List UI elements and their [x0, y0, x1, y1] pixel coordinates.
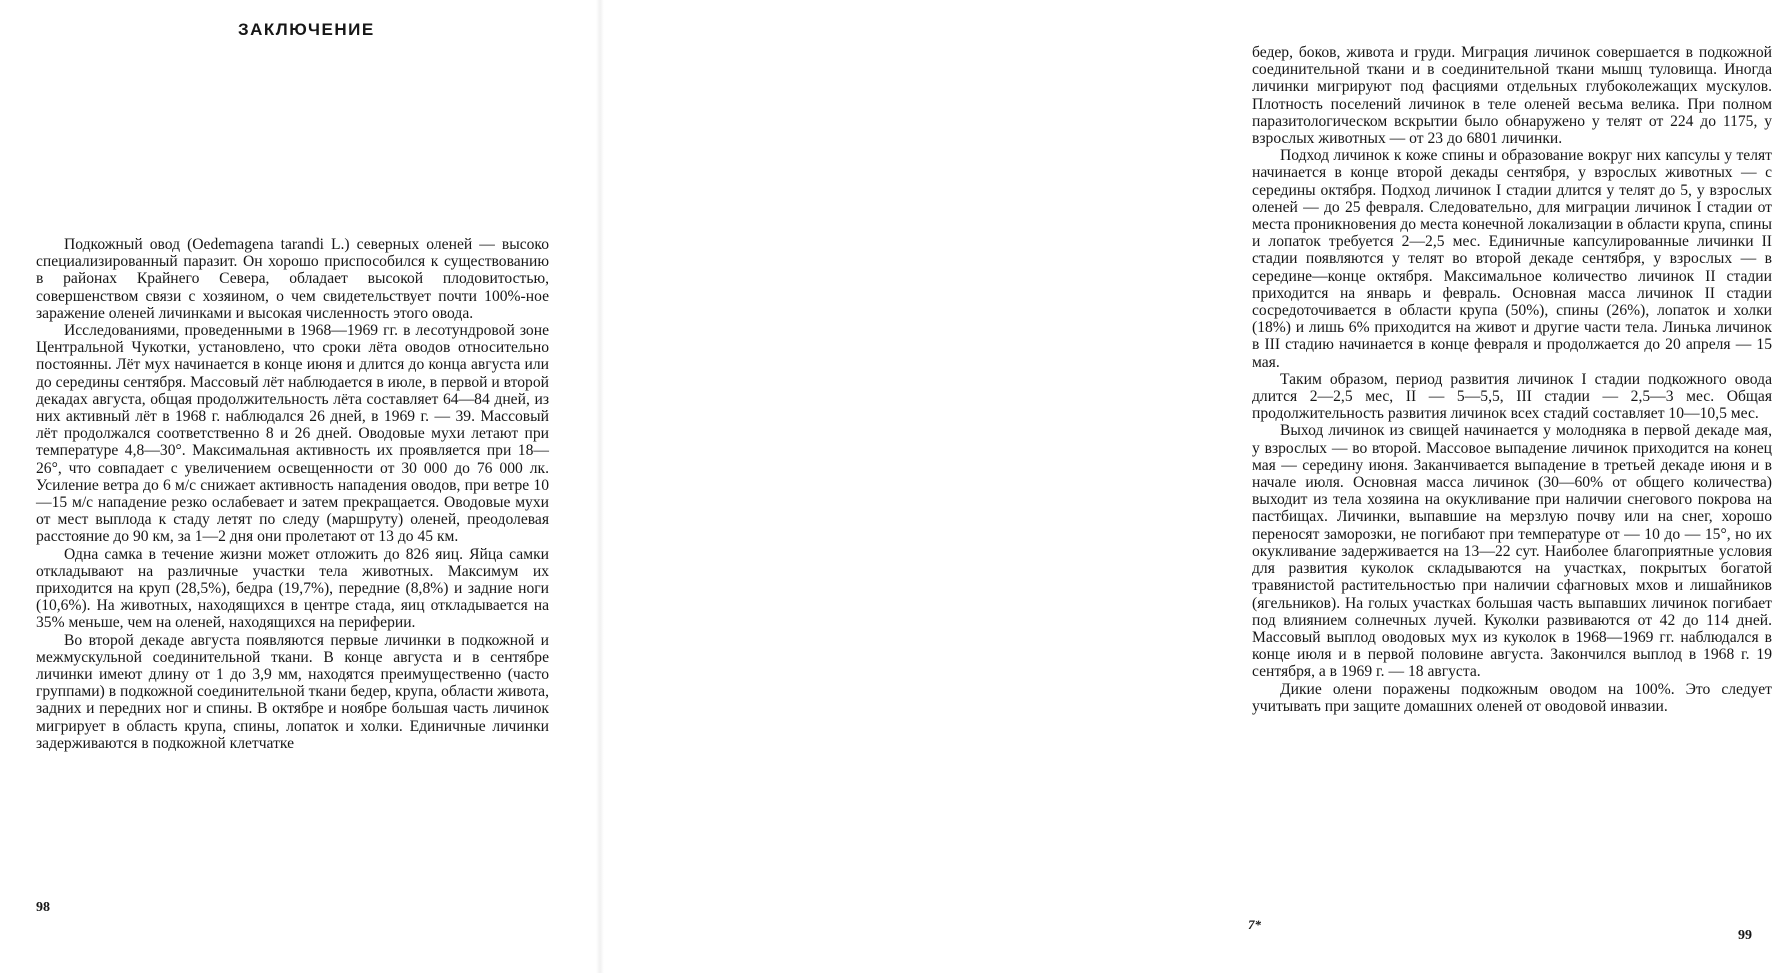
paragraph-development-period: Таким образом, период развития личинок I стадии подкожного овода длится 2—2,5 мес, II — 5—5,5, III стадии — 2,5—3 мес. Общая продолжительность развития личинок всех стадий составляет 10—10,5 мес.	[1252, 370, 1772, 423]
signature-mark: 7*	[1248, 917, 1261, 932]
left-text-column	[36, 236, 549, 752]
paragraph-wild-reindeer: Дикие олени поражены подкожным оводом на 100%. Это следует учитывать при защите домашних оленей от оводовой инвазии.	[1252, 680, 1772, 715]
left-page	[0, 0, 600, 973]
paragraph-intro: Подкожный овод (Oedemagena tarandi L.) северных оленей — высоко специализированный паразит. Он хорошо приспособился к существованию в районах Крайнего Севера, обладает высокой плодовитостью, совершенством связи с хозяином, о чем свидетельствует почти 100%-ное заражение оленей личинками и высокая численность этого овода.	[36, 236, 549, 322]
paragraph-capsule-formation: Подход личинок к коже спины и образование вокруг них капсулы у телят начинается в конце второй декады сентября, у взрослых животных — с середины октября. Подход личинок I стадии длится у телят до 5, у взрослых оленей — до 25 февраля. Следовательно, для миграции личинок I стадии от места проникновения до места конечной локализации в области крупа, спины и лопаток требуется 2—2,5 мес. Единичные капсулированные личинки II стадии появляются у телят во второй декаде сентября, у взрослых — в середине—конце октября. Максимальное количество личинок II стадии приходится на январь и февраль. Основная масса личинок II стадии сосредоточивается в области крупа (50%), спины (26%), лопаток и холки (18%) и лишь 6% приходится на живот и другие части тела. Линька личинок в III стадию начинается в конце февраля и продолжается до 20 апреля — 15 мая.	[1252, 147, 1772, 371]
right-text-column	[1252, 44, 1772, 715]
paragraph-pupation: Выход личинок из свищей начинается у молодняка в первой декаде мая, у взрослых — во второй. Массовое выпадение личинок приходится на конец мая — середину июня. Заканчивается выпадение в третьей декаде июня и в начале июля. Основная масса личинок (30—60% от общего количества) выходит из тела хозяина на окукливание при наличии снегового покрова на пастбищах. Личинки, выпавшие на мерзлую почву или на снег, хорошо переносят заморозки, не погибают при температуре от — 10 до — 15°, но их окукливание задерживается на 13—22 сут. Наиболее благоприятные условия для развития куколок складываются на участках, покрытых богатой травянистой растительностью при наличии сфагновых мхов и лишайников (ягельников). На голых участках большая часть выпавших личинок погибает под влиянием солнечных лучей. Куколки развиваются от 42 до 114 дней. Массовый выплод оводовых мух из куколок в 1968—1969 гг. наблюдался в конце июля и в первой половине августа. Закончился выплод в 1968 г. 19 сентября, а в 1969 г. — 18 августа.	[1252, 422, 1772, 681]
paragraph-continuation: бедер, боков, живота и груди. Миграция личинок совершается в подкожной соединительной ткани и в соединительной ткани мышц туловища. Иногда личинки мигрируют под фасциями отдельных глубоколежащих мускулов. Плотность поселений личинок в теле оленей весьма велика. При полном паразитологическом вскрытии было обнаружено у телят от 224 до 1175, у взрослых животных — от 23 до 6801 личинки.	[1252, 44, 1772, 148]
paragraph-larvae-migration: Во второй декаде августа появляются первые личинки в подкожной и межмускульной соединительной ткани. В конце августа и в сентябре личинки имеют длину от 1 до 3,9 мм, находятся преимущественно (часто группами) в подкожной соединительной ткани бедер, крупа, области живота, задних и передних ног и спины. В октябре и ноябре большая часть личинок мигрирует в область крупа, спины, лопаток и холки. Единичные личинки задерживаются в подкожной клетчатке	[36, 631, 549, 752]
right-page	[600, 0, 1772, 973]
page-number-right: 99	[1738, 928, 1752, 943]
paragraph-egg-laying: Одна самка в течение жизни может отложить до 826 яиц. Яйца самки откладывают на различные участки тела животных. Максимум их приходится на круп (28,5%), бедра (19,7%), передние (8,8%) и задние ноги (10,6%). На животных, находящихся в центре стада, яиц откладывается на 35% меньше, чем на оленей, находящихся на периферии.	[36, 545, 549, 632]
page-number-left: 98	[36, 900, 50, 915]
paragraph-flight-period: Исследованиями, проведенными в 1968—1969 гг. в лесотундровой зоне Центральной Чукотки, установлено, что сроки лёта оводов относительно постоянны. Лёт мух начинается в конце июня и длится до конца августа или до середины сентября. Массовый лёт наблюдается в июле, в первой и второй декадах августа, общая продолжительность лёта составляет 64—84 дней, из них активный лёт в 1968 г. наблюдался 26 дней, в 1969 г. — 39. Массовый лёт продолжался соответственно 8 и 26 дней. Оводовые мухи летают при температуре 4,8—30°. Максимальная активность их проявляется при 18—26°, что совпадает с увеличением освещенности от 30 000 до 76 000 лк. Усиление ветра до 6 м/с снижает активность нападения оводов, при ветре 10—15 м/с нападение резко ослабевает и затем прекращается. Оводовые мухи от мест выплода к стаду летят по следу (маршруту) оленей, преодолевая расстояние до 90 км, за 1—2 дня они пролетают от 13 до 45 км.	[36, 322, 549, 546]
chapter-title: ЗАКЛЮЧЕНИЕ	[238, 20, 375, 39]
